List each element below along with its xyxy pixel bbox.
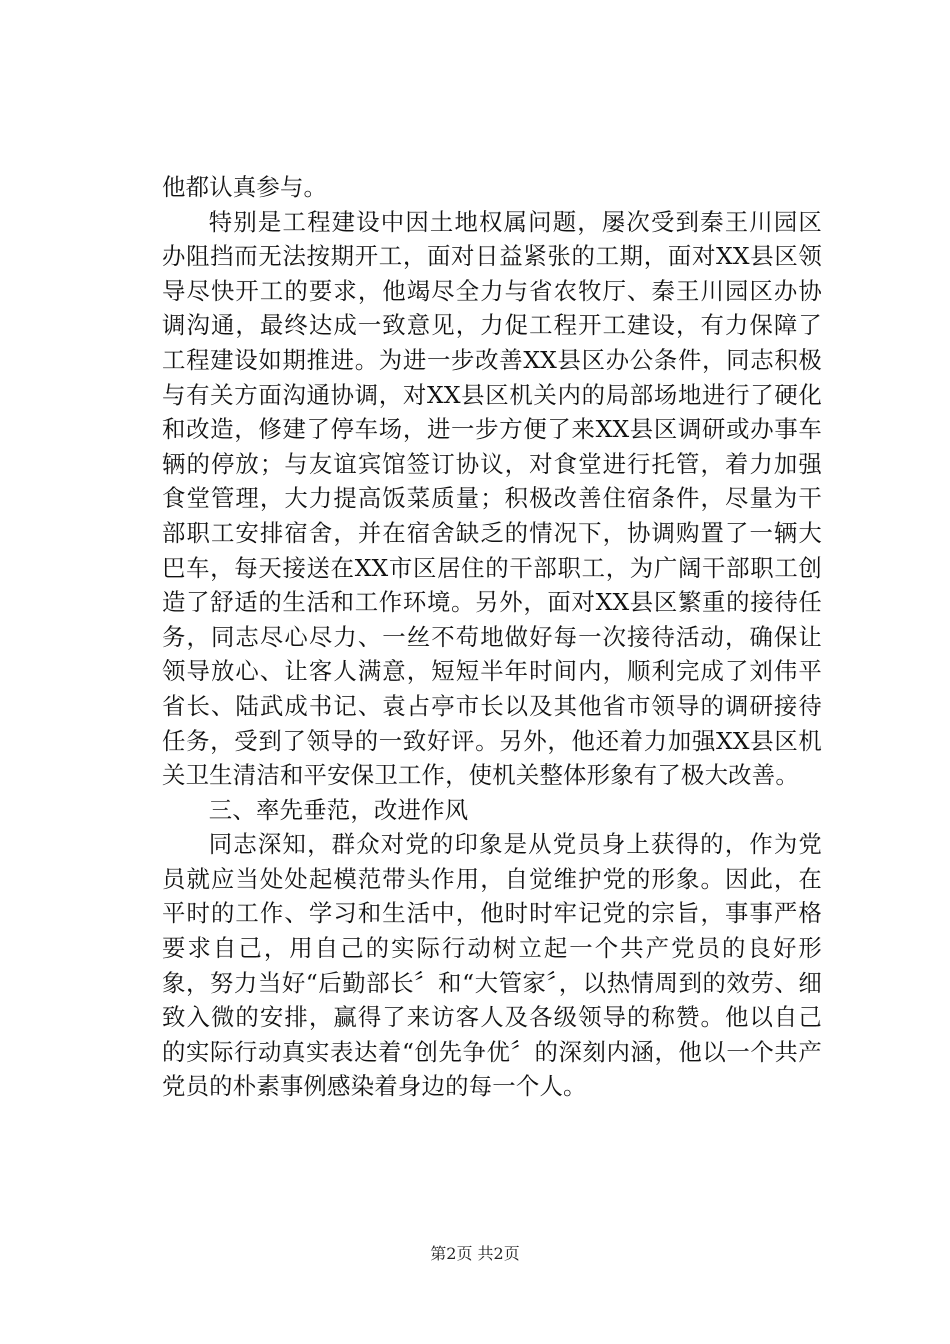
paragraph-leading-by-example: 同志深知，群众对党的印象是从党员身上获得的，作为党员就应当处处起模范带头作用，自觉维护党的形象。因此，在平时的工作、学习和生活中，他时时牢记党的宗旨，事事严格要求自己，用自己的实际行动树立起一个共产党员的良好形象，努力当好“后勤部长〞和“大管家〞，以热情周到的效劳、细致入微的安排，赢得了来访客人及各级领导的称赞。他以自己的实际行动真实表达着“创先争优〞的深刻内涵，他以一个共产党员的朴素事例感染着身边的每一个人。 <box>162 830 822 1101</box>
section-heading-three: 三、率先垂范，改进作风 <box>208 795 469 824</box>
page-footer: 第2页 共2页 <box>430 1244 520 1263</box>
document-body <box>162 170 822 1104</box>
paragraph-engineering-and-logistics: 特别是工程建设中因土地权属问题，屡次受到秦王川园区办阻挡而无法按期开工，面对日益紧张的工期，面对XX县区领导尽快开工的要求，他竭尽全力与省农牧厅、秦王川园区办协调沟通，最终达成一致意见，力促工程开工建设，有力保障了工程建设如期推进。为进一步改善XX县区办公条件，同志积极与有关方面沟通协调，对XX县区机关内的局部场地进行了硬化和改造，修建了停车场，进一步方便了来XX县区调研或办事车辆的停放；与友谊宾馆签订协议，对食堂进行托管，着力加强食堂管理，大力提高饭菜质量；积极改善住宿条件，尽量为干部职工安排宿舍，并在宿舍缺乏的情况下，协调购置了一辆大巴车，每天接送在XX市区居住的干部职工，为广阔干部职工创造了舒适的生活和工作环境。另外，面对XX县区繁重的接待任务，同志尽心尽力、一丝不苟地做好每一次接待活动，确保让领导放心、让客人满意，短短半年时间内，顺利完成了刘伟平省长、陆武成书记、袁占亭市长以及其他省市领导的调研接待任务，受到了领导的一致好评。另外，他还着力加强XX县区机关卫生清洁和平安保卫工作，使机关整体形象有了极大改善。 <box>162 207 822 790</box>
paragraph-continuation: 他都认真参与。 <box>162 173 328 201</box>
